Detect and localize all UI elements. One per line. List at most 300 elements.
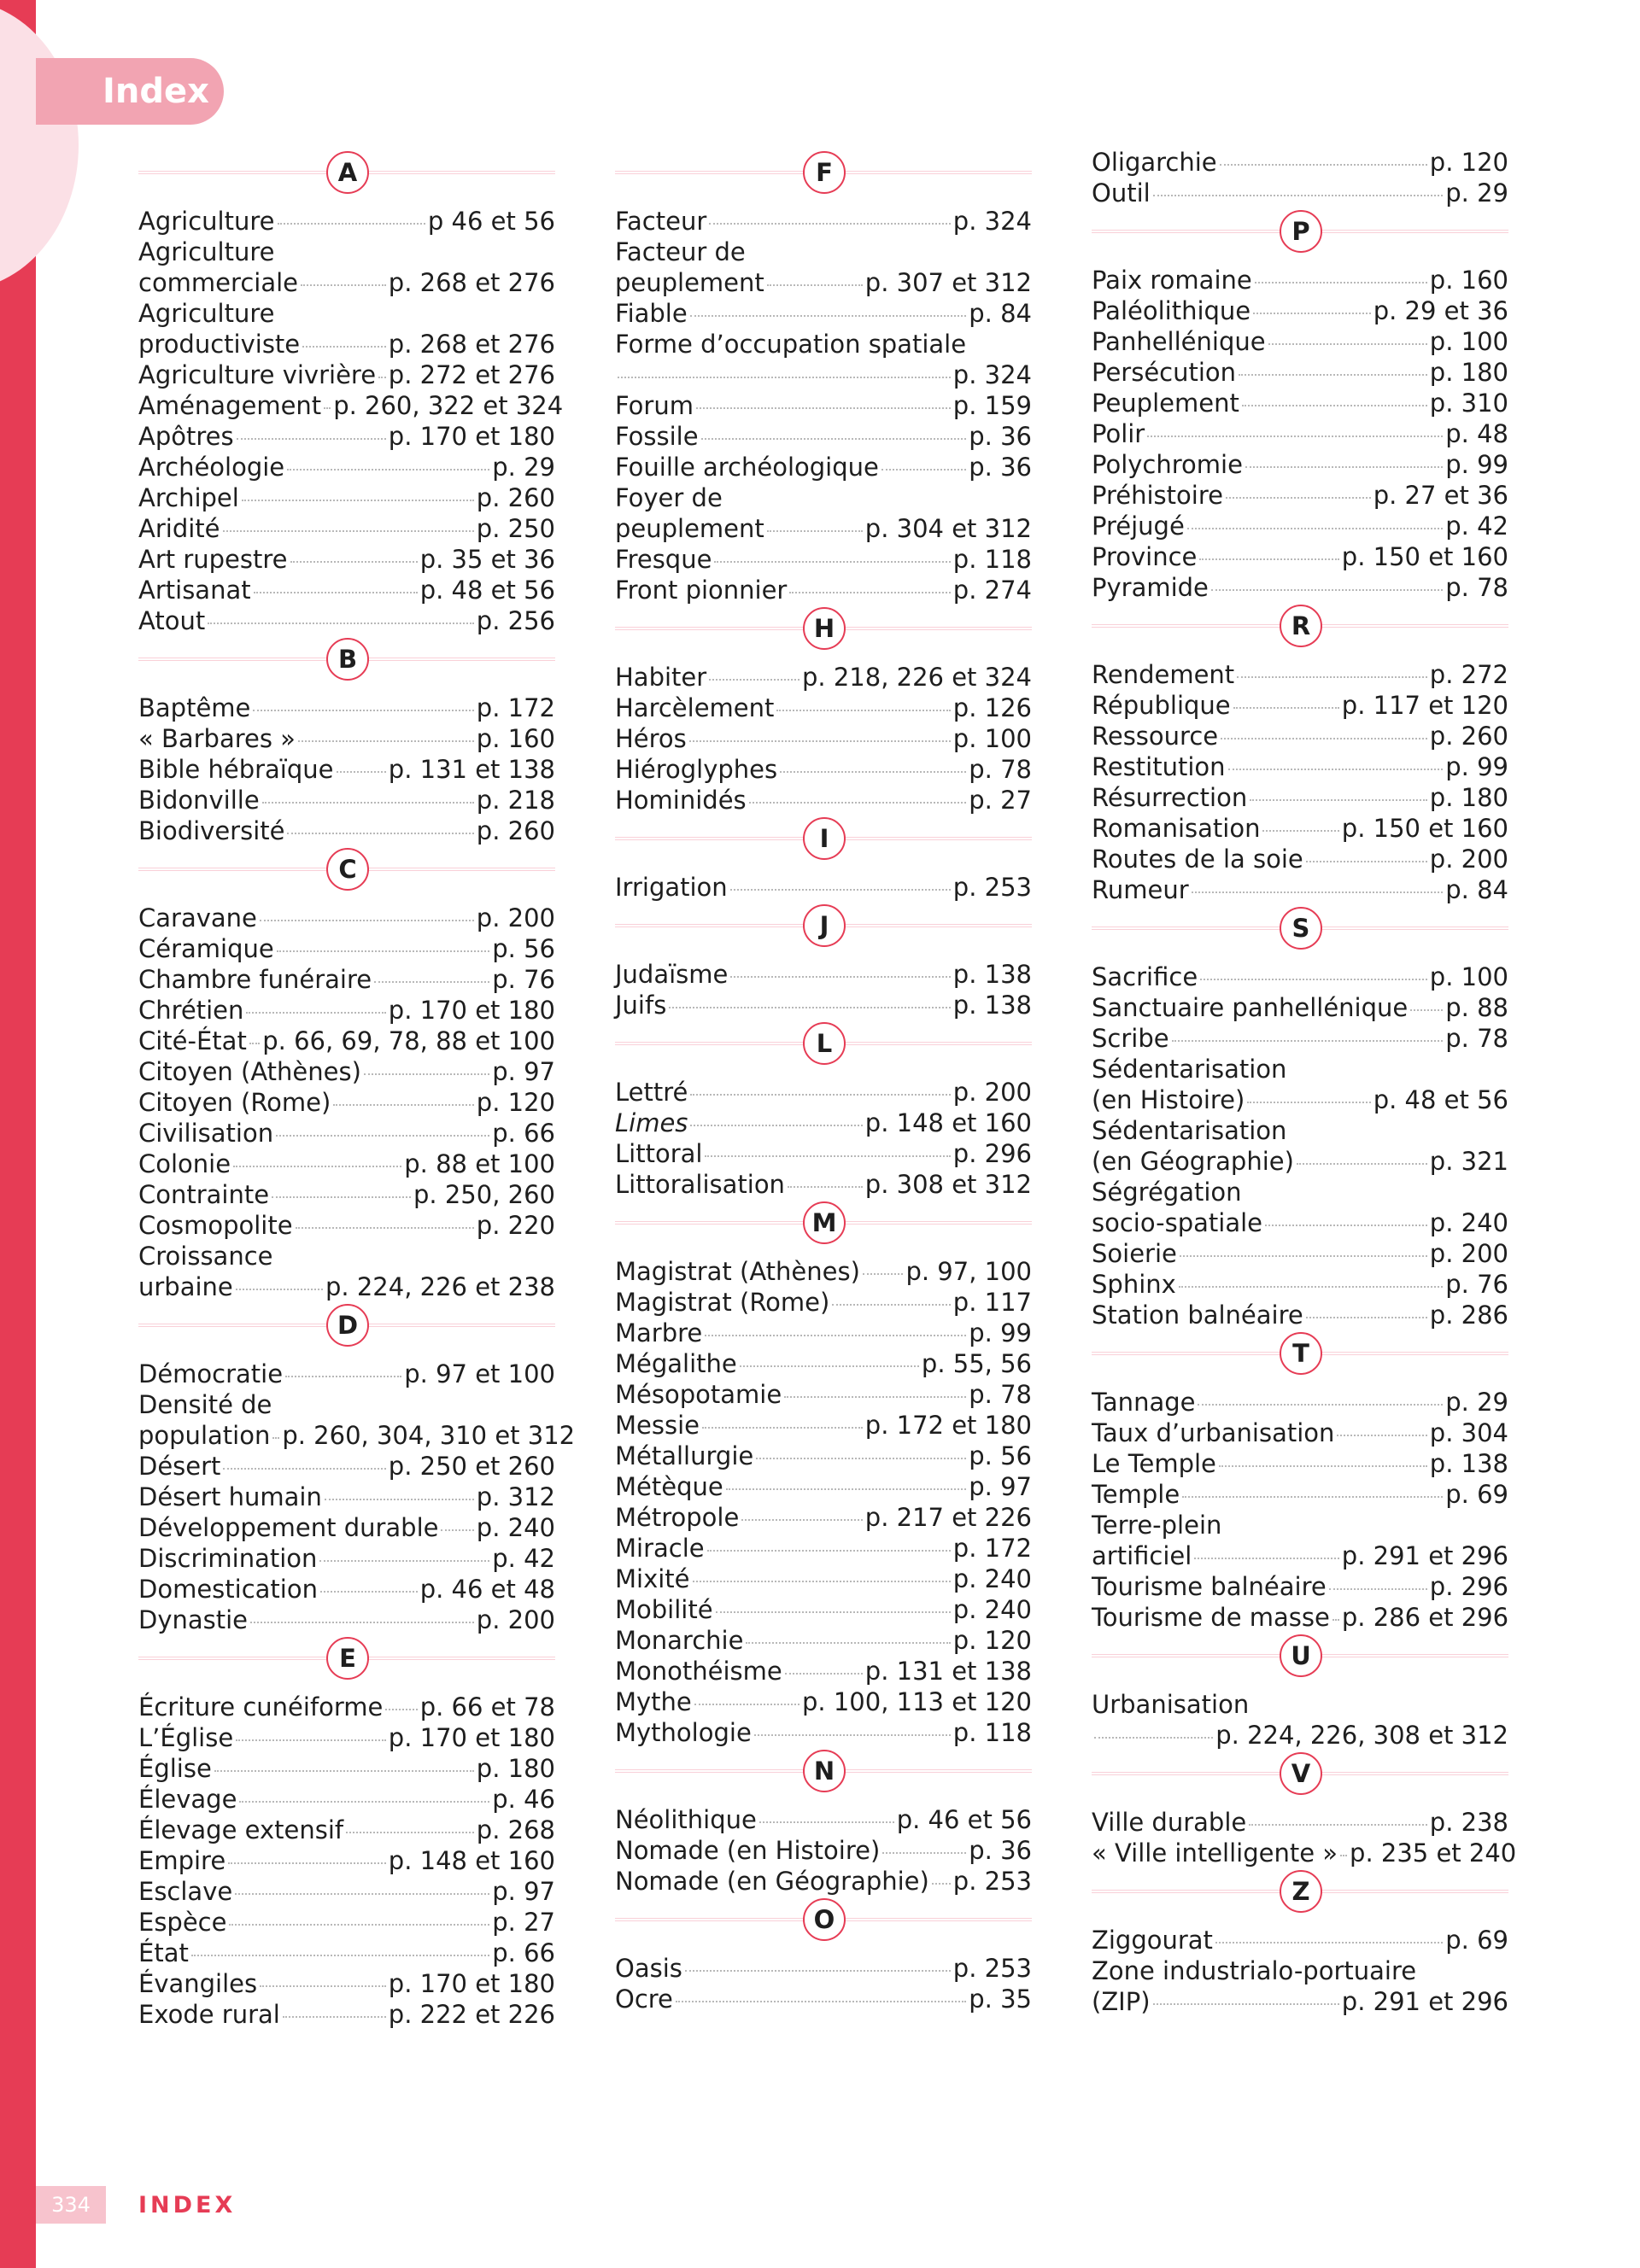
- entry-row: [615, 1717, 1032, 1748]
- entry-row: [1092, 721, 1508, 751]
- index-entry: [138, 1026, 555, 1056]
- entry-row: [138, 995, 555, 1026]
- entry-page-ref: p. 27: [969, 786, 1032, 815]
- entry-row: [615, 1318, 1032, 1348]
- index-entry: [138, 605, 555, 636]
- entry-row: [615, 754, 1032, 785]
- entry-term: Nomade (en Géographie): [615, 1867, 929, 1896]
- entry-term: Mobilité: [615, 1595, 713, 1624]
- entry-page-ref: p. 218, 226 et 324: [802, 663, 1032, 692]
- entry-page-ref: p. 117: [952, 1288, 1032, 1317]
- entry-term: Fiable: [615, 299, 688, 328]
- entry-term: Cosmopolite: [138, 1211, 293, 1240]
- index-entry: [138, 1543, 555, 1574]
- entry-page-ref: p. 148 et 160: [388, 1846, 555, 1875]
- dot-leader: [302, 346, 386, 348]
- dot-leader: [374, 981, 489, 983]
- section-letter: U: [1280, 1634, 1322, 1677]
- dot-leader: [1255, 282, 1427, 284]
- entry-row: [615, 1471, 1032, 1502]
- index-entry: [138, 1512, 555, 1543]
- entry-row: [138, 1359, 555, 1389]
- entry-term: Sanctuaire panhellénique: [1092, 993, 1409, 1022]
- entry-term: peuplement: [615, 268, 764, 297]
- index-entry: [615, 329, 1032, 390]
- dot-leader: [364, 1073, 489, 1075]
- dot-leader: [237, 438, 386, 440]
- index-entry: [1092, 721, 1508, 751]
- dot-leader: [749, 802, 967, 804]
- entry-row: [615, 421, 1032, 452]
- entry-page-ref: p. 118: [952, 545, 1032, 574]
- entry-term: Espèce: [138, 1908, 227, 1937]
- entry-page-ref: p. 170 et 180: [388, 996, 555, 1025]
- entry-term-first-line: Sédentarisation: [1092, 1116, 1287, 1145]
- entry-row: [615, 1533, 1032, 1564]
- entry-term: productiviste: [138, 330, 301, 359]
- index-entry: [615, 1533, 1032, 1564]
- entry-page-ref: p. 253: [952, 1867, 1032, 1896]
- index-entry: [138, 964, 555, 995]
- entry-term: Tourisme balnéaire: [1092, 1572, 1327, 1601]
- dot-leader: [689, 740, 951, 742]
- entry-term: Sacrifice: [1092, 962, 1198, 991]
- entry-row: [615, 872, 1032, 903]
- index-entry: [138, 1968, 555, 1999]
- index-entry: [1092, 147, 1508, 178]
- entry-row: [138, 1210, 555, 1241]
- index-entry: [615, 1866, 1032, 1897]
- dot-leader: [337, 771, 386, 773]
- dot-leader: [746, 1642, 950, 1644]
- dot-leader: [283, 2016, 386, 2018]
- entry-page-ref: p. 286 et 296: [1341, 1603, 1509, 1632]
- entry-term: Néolithique: [615, 1805, 757, 1834]
- entry-term: Écriture cunéiforme: [138, 1692, 384, 1721]
- entry-page-ref: p. 150 et 160: [1341, 542, 1508, 571]
- entry-page-ref: p. 296: [952, 1139, 1032, 1168]
- entry-term: Magistrat (Athènes): [615, 1257, 860, 1286]
- dot-leader: [1199, 558, 1338, 560]
- section-header-v: [1092, 1752, 1508, 1802]
- index-entry: [615, 1077, 1032, 1108]
- entry-term: Monothéisme: [615, 1657, 782, 1686]
- index-entry: [615, 237, 1032, 298]
- entry-page-ref: p. 36: [969, 453, 1032, 482]
- entry-page-ref: p. 321: [1429, 1147, 1508, 1176]
- section-letter: Z: [1280, 1870, 1322, 1913]
- index-entry: [1092, 1269, 1508, 1300]
- dot-leader: [229, 1924, 489, 1926]
- entry-term: Agriculture: [138, 207, 275, 236]
- entry-row: [138, 1512, 555, 1543]
- entry-page-ref: p. 250, 260: [413, 1180, 555, 1209]
- entry-page-ref: p. 307 et 312: [864, 268, 1032, 297]
- entry-row: [615, 1564, 1032, 1594]
- index-entry: [1092, 1115, 1508, 1177]
- entry-term: Hiéroglyphes: [615, 755, 778, 784]
- dot-leader: [690, 1094, 950, 1096]
- entry-page-ref: p. 260, 322 et 324: [333, 391, 564, 420]
- section-header-r: [1092, 605, 1508, 654]
- entry-page-ref: p. 250: [476, 514, 555, 543]
- entry-row: [615, 452, 1032, 482]
- index-entry: [1092, 1571, 1508, 1602]
- index-entry: [615, 421, 1032, 452]
- entry-term-first-line: Agriculture: [138, 299, 275, 328]
- index-entry: [138, 513, 555, 544]
- index-entry: [615, 1717, 1032, 1748]
- entry-term: Panhellénique: [1092, 327, 1266, 356]
- entry-term: Aménagement: [138, 391, 322, 420]
- entry-term: Tannage: [1092, 1388, 1196, 1417]
- dot-leader: [239, 1801, 489, 1803]
- dot-leader: [233, 1166, 401, 1167]
- entry-page-ref: p. 100, 113 et 120: [802, 1687, 1032, 1716]
- entry-row: [138, 1692, 555, 1722]
- entry-row: [138, 1179, 555, 1210]
- index-entry: [615, 1379, 1032, 1410]
- entry-row: [138, 1784, 555, 1815]
- entry-term: artificiel: [1092, 1541, 1192, 1570]
- entry-term: Cité-État: [138, 1026, 247, 1055]
- entry-term: Mésopotamie: [615, 1380, 782, 1409]
- dot-leader: [1220, 164, 1427, 166]
- entry-page-ref: p. 120: [952, 1626, 1032, 1655]
- entry-term: Ville durable: [1092, 1808, 1247, 1837]
- entry-term: Ziggourat: [1092, 1926, 1213, 1955]
- entry-term: Facteur: [615, 207, 707, 236]
- entry-page-ref: p. 224, 226, 308 et 312: [1215, 1721, 1508, 1750]
- section-header-s: [1092, 907, 1508, 956]
- index-entry: [138, 452, 555, 482]
- dot-leader: [705, 1155, 950, 1157]
- dot-leader: [1340, 1855, 1347, 1856]
- entry-page-ref: p. 220: [476, 1211, 555, 1240]
- entry-page-ref: p. 66 et 78: [419, 1692, 555, 1721]
- section-header-b: [138, 638, 555, 687]
- entry-page-ref: p. 312: [476, 1482, 555, 1511]
- entry-page-ref: p. 35: [969, 1984, 1032, 2014]
- entry-page-ref: p. 78: [1445, 1024, 1508, 1053]
- entry-term-first-line: Densité de: [138, 1390, 272, 1419]
- entry-term: Tourisme de masse: [1092, 1603, 1330, 1632]
- index-entry: [138, 482, 555, 513]
- entry-term: Caravane: [138, 903, 257, 932]
- section-header-a: [138, 151, 555, 201]
- index-entry: [1092, 1300, 1508, 1330]
- entry-page-ref: p. 36: [969, 422, 1032, 451]
- entry-row: [1092, 1269, 1508, 1300]
- entry-page-ref: p. 240: [952, 1564, 1032, 1593]
- footer-title: INDEX: [138, 2191, 237, 2218]
- index-tab: Index: [36, 58, 224, 125]
- index-entry: [138, 693, 555, 723]
- entry-row: [138, 544, 555, 575]
- entry-page-ref: p. 256: [476, 606, 555, 635]
- dot-leader: [1226, 497, 1371, 499]
- section-letter: C: [326, 848, 369, 891]
- index-entry: [615, 390, 1032, 421]
- dot-leader: [863, 1273, 904, 1275]
- dot-leader: [669, 1007, 950, 1008]
- entry-term: Station balnéaire: [1092, 1301, 1303, 1330]
- entry-row: [138, 1056, 555, 1087]
- entry-row: [615, 785, 1032, 815]
- index-entry: [138, 754, 555, 785]
- entry-page-ref: p. 238: [1429, 1808, 1508, 1837]
- index-entry: [138, 1359, 555, 1389]
- entry-row: [615, 1594, 1032, 1625]
- section-letter: B: [326, 638, 369, 681]
- entry-page-ref: p. 180: [476, 1754, 555, 1783]
- dot-leader: [709, 223, 951, 225]
- dot-leader: [1198, 1404, 1443, 1406]
- entry-term: L’Église: [138, 1723, 234, 1752]
- index-column-1: [138, 149, 576, 2030]
- index-entry: [138, 785, 555, 815]
- index-entry: [615, 206, 1032, 237]
- entry-page-ref: p. 160: [476, 724, 555, 753]
- entry-row: [615, 1410, 1032, 1441]
- section-header-n: [615, 1750, 1032, 1799]
- dot-leader: [1245, 466, 1443, 468]
- index-entry: [1092, 1023, 1508, 1054]
- index-entry: [1092, 782, 1508, 813]
- dot-leader: [249, 1043, 260, 1044]
- section-letter: S: [1280, 907, 1322, 950]
- entry-term: commerciale: [138, 268, 298, 297]
- entry-term: Bidonville: [138, 786, 260, 815]
- entry-row: [1092, 1986, 1508, 2017]
- entry-row: [615, 1953, 1032, 1984]
- entry-page-ref: p. 55, 56: [921, 1349, 1032, 1378]
- entry-page-ref: p. 260: [476, 816, 555, 845]
- index-entry: [1092, 1448, 1508, 1479]
- dot-leader: [1242, 405, 1427, 406]
- entry-row: [615, 1804, 1032, 1835]
- entry-row: [1092, 511, 1508, 541]
- index-entry: [138, 1815, 555, 1845]
- entry-term: « Ville intelligente »: [1092, 1838, 1338, 1868]
- dot-leader: [1228, 769, 1444, 770]
- dot-leader: [1187, 528, 1443, 529]
- index-entry: [138, 359, 555, 390]
- dot-leader: [1215, 1942, 1443, 1944]
- entry-row: [138, 754, 555, 785]
- index-entry: [615, 1564, 1032, 1594]
- dot-leader: [780, 771, 966, 773]
- entry-term: Habiter: [615, 663, 707, 692]
- entry-row: [1092, 874, 1508, 905]
- entry-term: Citoyen (Athènes): [138, 1057, 361, 1086]
- entry-page-ref: p. 99: [969, 1318, 1032, 1347]
- entry-page-ref: p. 172: [952, 1534, 1032, 1563]
- index-entry: [138, 544, 555, 575]
- dot-leader: [1337, 1435, 1426, 1436]
- entry-row: [1092, 1571, 1508, 1602]
- entry-term: Domestication: [138, 1575, 318, 1604]
- entry-page-ref: p. 235 et 240: [1350, 1838, 1517, 1868]
- entry-term: socio-spatiale: [1092, 1208, 1262, 1237]
- section-header-j: [615, 904, 1032, 954]
- entry-term: Routes de la soie: [1092, 845, 1303, 874]
- entry-page-ref: p 46 et 56: [427, 207, 555, 236]
- entry-row: [1092, 1238, 1508, 1269]
- dot-leader: [228, 1862, 386, 1864]
- index-entry: [1092, 388, 1508, 418]
- entry-page-ref: p. 172: [476, 693, 555, 722]
- entry-term: Évangiles: [138, 1969, 258, 1998]
- entry-row: [138, 903, 555, 933]
- index-entry: [615, 1686, 1032, 1717]
- entry-page-ref: p. 138: [952, 960, 1032, 989]
- entry-page-ref: p. 304 et 312: [864, 514, 1032, 543]
- index-entry: [615, 872, 1032, 903]
- entry-page-ref: p. 48 et 56: [419, 576, 555, 605]
- dot-leader: [1410, 1009, 1443, 1011]
- entry-page-ref: p. 66: [492, 1938, 555, 1967]
- entry-row: [138, 964, 555, 995]
- entry-page-ref: p. 97: [969, 1472, 1032, 1501]
- index-entry: [615, 1287, 1032, 1318]
- entry-row: [615, 990, 1032, 1020]
- index-entry: [1092, 1602, 1508, 1633]
- dot-leader: [260, 1985, 386, 1987]
- entry-term: Juifs: [615, 991, 667, 1020]
- entry-row: [1092, 1387, 1508, 1418]
- entry-row: [138, 329, 555, 359]
- section-letter: T: [1280, 1332, 1322, 1375]
- entry-row: [1092, 326, 1508, 357]
- entry-page-ref: p. 76: [492, 965, 555, 994]
- index-entry: [138, 1482, 555, 1512]
- entry-term: Limes: [615, 1108, 688, 1137]
- entry-page-ref: p. 250 et 260: [388, 1452, 555, 1481]
- entry-term: Démocratie: [138, 1359, 284, 1388]
- entry-row: [138, 1087, 555, 1118]
- section-header-o: [615, 1898, 1032, 1948]
- entry-term-first-line: Foyer de: [615, 483, 723, 512]
- entry-term: Hominidés: [615, 786, 747, 815]
- index-entry: [615, 1471, 1032, 1502]
- entry-term: Biodiversité: [138, 816, 285, 845]
- entry-page-ref: p. 97: [492, 1057, 555, 1086]
- dot-leader: [705, 1335, 966, 1336]
- entry-page-ref: p. 29: [1445, 1388, 1508, 1417]
- dot-leader: [333, 1104, 473, 1106]
- entry-page-ref: p. 138: [1429, 1449, 1508, 1478]
- page-number: 334: [36, 2186, 106, 2224]
- dot-leader: [1192, 891, 1444, 893]
- dot-leader: [1297, 1163, 1427, 1165]
- dot-leader: [1211, 589, 1443, 591]
- entry-term: Désert humain: [138, 1482, 322, 1511]
- entry-term: Mythe: [615, 1687, 692, 1716]
- entry-row: [615, 1502, 1032, 1533]
- entry-term: Ocre: [615, 1984, 673, 2014]
- entry-row: [1092, 1720, 1508, 1751]
- dot-leader: [1253, 313, 1371, 314]
- entry-page-ref: p. 138: [952, 991, 1032, 1020]
- index-entry: [615, 1835, 1032, 1866]
- entry-page-ref: p. 78: [969, 1380, 1032, 1409]
- entry-page-ref: p. 42: [492, 1544, 555, 1573]
- dot-leader: [1249, 1824, 1427, 1826]
- entry-row: [138, 206, 555, 237]
- dot-leader: [767, 530, 863, 532]
- entry-page-ref: p. 99: [1445, 752, 1508, 781]
- entry-page-ref: p. 29 et 36: [1373, 296, 1508, 325]
- index-entry: [1092, 295, 1508, 326]
- entry-page-ref: p. 253: [952, 1954, 1032, 1983]
- entry-page-ref: p. 29: [1445, 178, 1508, 208]
- entry-term: Restitution: [1092, 752, 1226, 781]
- entry-term-first-line: Facteur de: [615, 237, 746, 266]
- dot-leader: [702, 1427, 863, 1429]
- dot-leader: [690, 1125, 862, 1126]
- dot-leader: [1094, 1737, 1213, 1739]
- entry-row: [138, 1876, 555, 1907]
- dot-leader: [767, 284, 863, 286]
- entry-row: [615, 1379, 1032, 1410]
- index-entry: [1092, 659, 1508, 690]
- index-entry: [138, 933, 555, 964]
- dot-leader: [250, 1622, 474, 1623]
- dot-leader: [1250, 799, 1427, 801]
- index-entry: [1092, 541, 1508, 572]
- index-entry: [615, 482, 1032, 544]
- entry-page-ref: p. 200: [1429, 1239, 1508, 1268]
- entry-row: [615, 267, 1032, 298]
- section-header-e: [138, 1637, 555, 1686]
- dot-leader: [1265, 1225, 1427, 1226]
- entry-row: [1092, 782, 1508, 813]
- index-entry: [138, 1605, 555, 1635]
- entry-page-ref: p. 224, 226 et 238: [325, 1272, 555, 1301]
- dot-leader: [740, 1365, 919, 1367]
- dot-leader: [1172, 1040, 1444, 1042]
- entry-term-first-line: Terre-plein: [1092, 1511, 1222, 1540]
- dot-leader: [1179, 1286, 1443, 1288]
- section-letter: L: [803, 1022, 846, 1065]
- entry-row: [615, 1441, 1032, 1471]
- section-header-u: [1092, 1634, 1508, 1684]
- dot-leader: [709, 679, 800, 681]
- entry-page-ref: p. 160: [1429, 266, 1508, 295]
- entry-row: [615, 544, 1032, 575]
- dot-leader: [707, 1550, 951, 1552]
- index-entry: [615, 959, 1032, 990]
- section-header-f: [615, 151, 1032, 201]
- entry-term: Fresque: [615, 545, 712, 574]
- entry-term: Irrigation: [615, 873, 728, 902]
- entry-page-ref: p. 286: [1429, 1301, 1508, 1330]
- section-letter: P: [1280, 210, 1322, 253]
- entry-row: [615, 359, 1032, 390]
- dot-leader: [277, 950, 490, 952]
- entry-row: [615, 1077, 1032, 1108]
- entry-term: Province: [1092, 542, 1198, 571]
- dot-leader: [253, 710, 473, 711]
- entry-row: [1092, 418, 1508, 449]
- index-entry: [615, 1502, 1032, 1533]
- dot-leader: [1153, 2003, 1339, 2005]
- entry-row: [138, 1149, 555, 1179]
- dot-leader: [262, 802, 474, 804]
- entry-term: Rendement: [1092, 660, 1235, 689]
- decorative-circle: [0, 0, 79, 290]
